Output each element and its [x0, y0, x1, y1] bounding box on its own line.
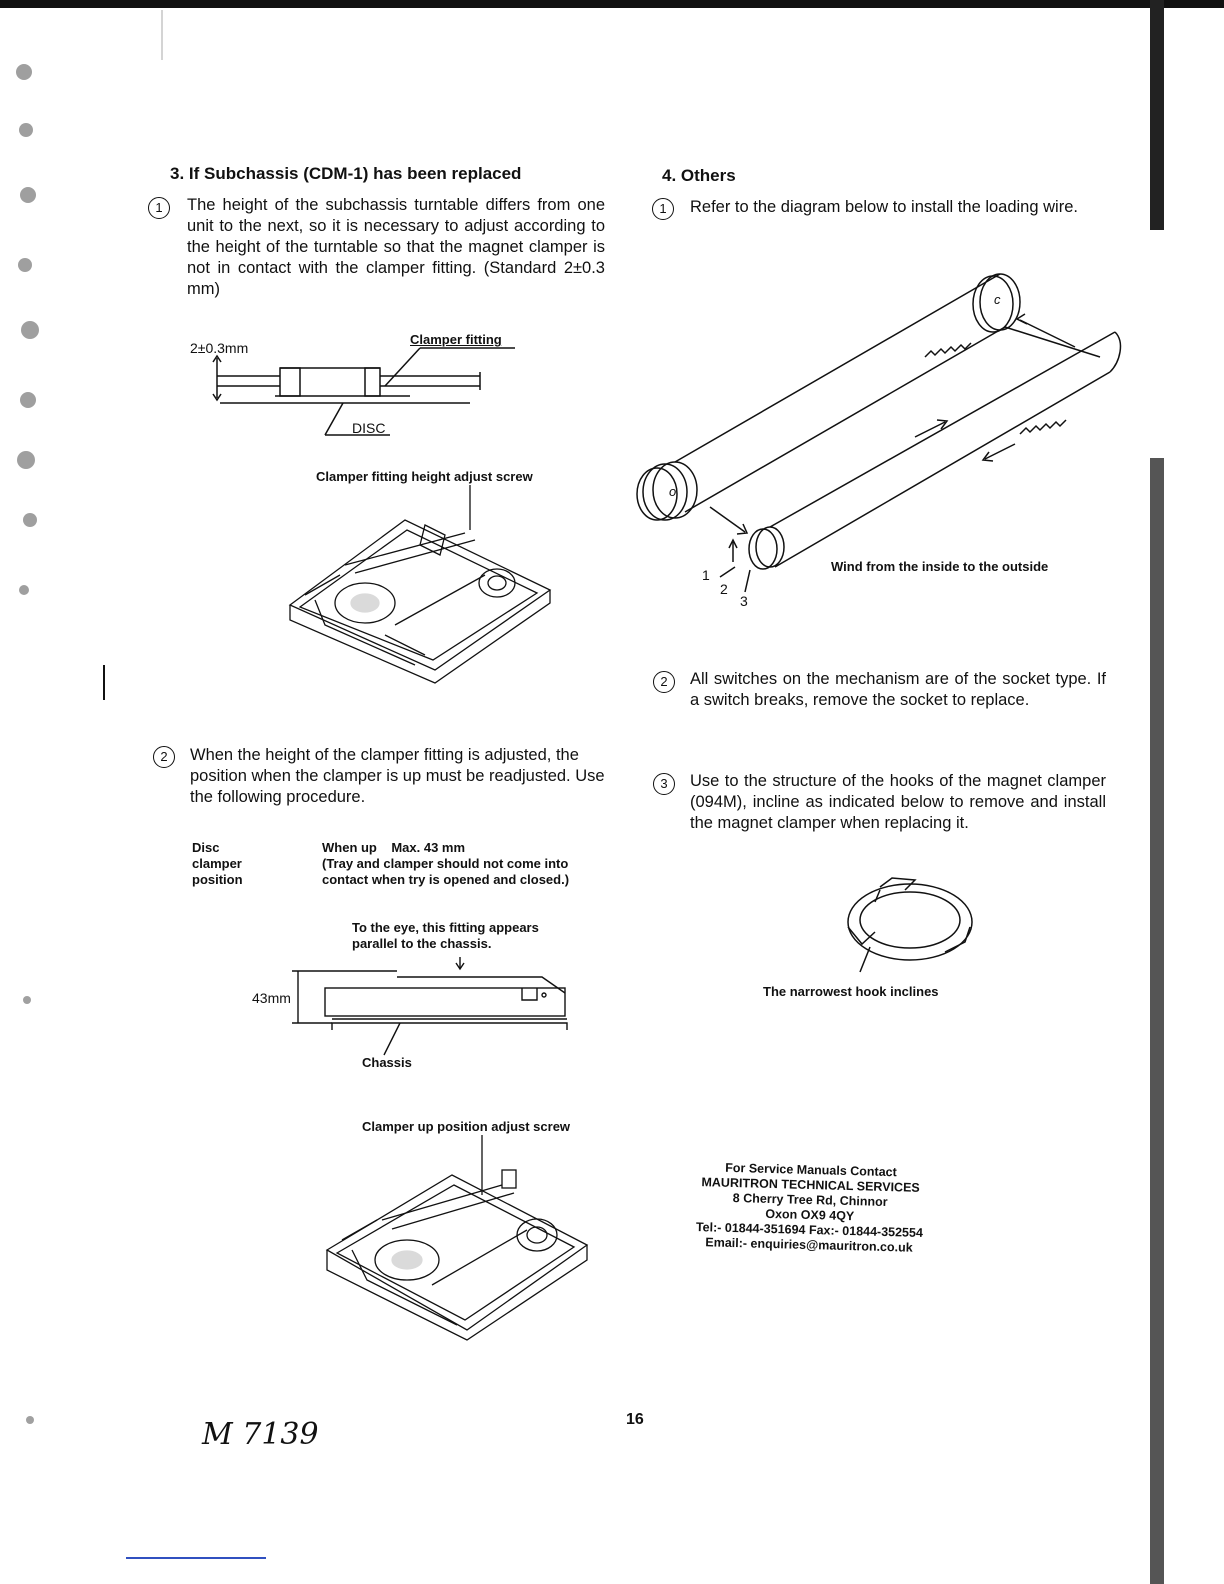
- fig4-caption: Clamper up position adjust screw: [362, 1119, 571, 1134]
- disc-label: DISC: [352, 420, 386, 436]
- chassis-label: Chassis: [362, 1055, 412, 1070]
- step-number-3: 3: [653, 773, 675, 795]
- section4-step3-text: Use to the structure of the hooks of the magnet clamper (094M), incline as indicated below to remove and install the magnet clamper when replacing it.: [690, 772, 1106, 832]
- wind-step-2: 2: [720, 581, 728, 597]
- wind-note: Wind from the inside to the outside: [831, 559, 1049, 574]
- section3-heading: 3. If Subchassis (CDM-1) has been replaced: [170, 164, 522, 183]
- magnet-clamper-illustration: [840, 872, 980, 982]
- clamper-height-diagram: [292, 955, 592, 1045]
- mechanism-illustration-1: [285, 485, 555, 675]
- contact-email: Email:- enquiries@mauritron.co.uk: [705, 1235, 913, 1255]
- disc-clamper-position-label: Disc clamper position: [192, 840, 243, 887]
- pulley-c-label: c: [994, 292, 1001, 307]
- binding-holes: [0, 0, 130, 1584]
- page-number: 16: [626, 1411, 644, 1428]
- section3-step1-text: The height of the subchassis turntable differs from one unit to the next, so it is necessary to adjust according to the height of the turntable so that the magnet clamper is not in contact with the clamper fitting. (Standard 2±0.3 mm): [187, 196, 605, 298]
- section4-heading: 4. Others: [662, 166, 736, 185]
- contact-line: Tel:- 01844-351694 Fax:- 01844-352554: [695, 1220, 924, 1240]
- clamper-fitting-label: Clamper fitting: [410, 332, 502, 347]
- handwritten-note: M 7139: [202, 1417, 319, 1452]
- wind-step-1: 1: [702, 567, 710, 583]
- fig2-caption: Clamper fitting height adjust screw: [316, 469, 533, 484]
- step-number-1: 1: [148, 197, 170, 219]
- section4-step1-text: Refer to the diagram below to install the loading wire.: [690, 198, 1078, 216]
- scan-edge-bottom: [1150, 458, 1164, 1584]
- eye-note: To the eye, this fitting appears parallel to the chassis.: [352, 920, 539, 951]
- section4-step2-text: All switches on the mechanism are of the socket type. If a switch breaks, remove the socket to replace.: [690, 670, 1106, 709]
- step-number-2: 2: [153, 746, 175, 768]
- hook-caption: The narrowest hook inclines: [763, 984, 939, 999]
- scan-edge-top: [1150, 0, 1164, 230]
- dimension-43mm: 43mm: [252, 990, 291, 1006]
- mechanism-illustration-2: [322, 1135, 592, 1335]
- section3-step2-text: When the height of the clamper fitting is adjusted, the position when the clamper is up must be readjusted. Use the following procedure.: [190, 746, 605, 806]
- contact-line: Oxon OX9 4QY: [765, 1206, 855, 1224]
- pulley-o-label: o: [669, 484, 677, 499]
- wind-step-3: 3: [740, 593, 748, 609]
- contact-line: 8 Cherry Tree Rd, Chinnor: [732, 1190, 888, 1210]
- when-up-label: When up Max. 43 mm: [322, 840, 466, 855]
- when-up-note: (Tray and clamper should not come into contact when try is opened and closed.): [322, 856, 570, 887]
- bottom-underline: [126, 1557, 266, 1559]
- step-number-1: 1: [652, 198, 674, 220]
- dimension-label: 2±0.3mm: [190, 340, 249, 356]
- top-border: [0, 0, 1224, 8]
- step-number-2: 2: [653, 671, 675, 693]
- contact-line: MAURITRON TECHNICAL SERVICES: [701, 1175, 920, 1195]
- contact-line: For Service Manuals Contact: [725, 1160, 897, 1180]
- contact-block: [689, 1160, 931, 1256]
